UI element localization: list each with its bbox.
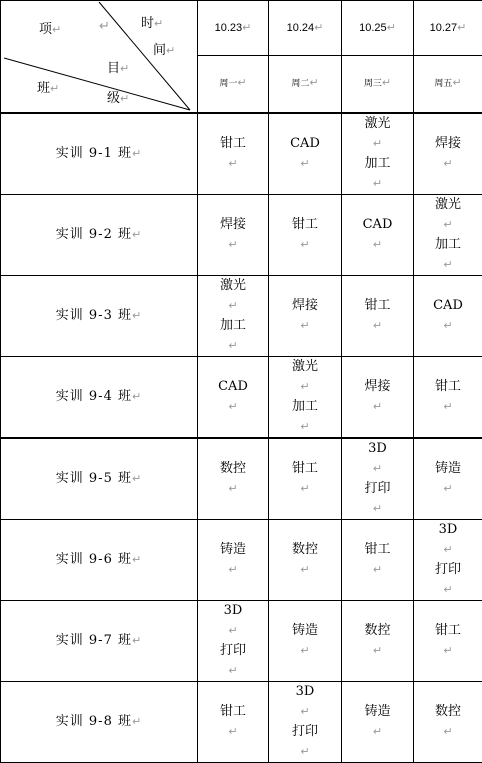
class-row — [1, 600, 482, 681]
class-name-cell: 实训 9-1 班↵ — [1, 113, 198, 195]
corner-label-xiang: 项↵ — [39, 23, 61, 37]
corner-label-ban: 班↵ — [37, 82, 59, 96]
course-cell — [198, 438, 269, 520]
weekday-cell: 周一↵ — [198, 56, 269, 113]
course-cell — [269, 356, 342, 438]
course-cell — [269, 438, 342, 520]
corner-label-mu: 目↵ — [107, 62, 129, 76]
course-text: 激光 ↵ — [414, 195, 482, 235]
class-name-cell: 实训 9-8 班↵ — [1, 681, 198, 762]
course-cell — [269, 600, 342, 681]
course-cell — [414, 519, 482, 600]
course-text: 钳工 ↵ — [269, 459, 341, 499]
course-text: 打印 ↵ — [342, 479, 413, 519]
course-cell — [342, 275, 414, 356]
course-cell — [414, 356, 482, 438]
course-text: 钳工 ↵ — [198, 134, 268, 174]
course-text: 铸造 ↵ — [269, 621, 341, 661]
course-cell — [198, 519, 269, 600]
course-cell — [269, 275, 342, 356]
course-cell — [414, 600, 482, 681]
class-name-cell: 实训 9-6 班↵ — [1, 519, 198, 600]
course-cell — [269, 113, 342, 195]
course-cell — [342, 681, 414, 762]
weekday-cell: 周五↵ — [414, 56, 482, 113]
course-cell — [342, 519, 414, 600]
course-cell — [198, 681, 269, 762]
class-row — [1, 194, 482, 275]
course-text: 铸造 ↵ — [342, 702, 413, 742]
date-row — [1, 1, 482, 56]
corner-mark: ↵ — [99, 20, 110, 34]
course-text: 钳工 ↵ — [198, 702, 268, 742]
course-text: 加工 ↵ — [198, 316, 268, 356]
course-text: 打印 ↵ — [198, 641, 268, 681]
course-cell — [269, 519, 342, 600]
course-text: 激光 ↵ — [198, 276, 268, 316]
course-cell — [414, 438, 482, 520]
course-text: 数控 ↵ — [414, 702, 482, 742]
course-text: 钳工 ↵ — [269, 215, 341, 255]
course-text: 钳工 ↵ — [342, 296, 413, 336]
course-cell — [198, 113, 269, 195]
course-text: 铸造 ↵ — [414, 459, 482, 499]
course-cell — [342, 438, 414, 520]
course-cell — [198, 275, 269, 356]
course-text: 钳工 ↵ — [342, 540, 413, 580]
course-text: 3D ↵ — [414, 520, 482, 560]
course-cell — [198, 356, 269, 438]
class-name-cell: 实训 9-5 班↵ — [1, 438, 198, 520]
course-text: CAD ↵ — [198, 377, 268, 417]
date-cell: 10.23↵ — [198, 1, 269, 56]
class-row — [1, 438, 482, 520]
course-text: 铸造 ↵ — [198, 540, 268, 580]
course-cell — [342, 356, 414, 438]
course-text: 焊接 ↵ — [414, 134, 482, 174]
date-cell: 10.25↵ — [342, 1, 414, 56]
course-text: 焊接 ↵ — [342, 377, 413, 417]
class-row — [1, 681, 482, 762]
class-row — [1, 113, 482, 195]
corner-header-cell — [1, 1, 198, 113]
course-text: CAD ↵ — [269, 134, 341, 174]
course-cell — [198, 600, 269, 681]
class-name-cell: 实训 9-2 班↵ — [1, 194, 198, 275]
class-name-cell: 实训 9-4 班↵ — [1, 356, 198, 438]
class-row — [1, 356, 482, 438]
course-text: CAD ↵ — [414, 296, 482, 336]
weekday-cell: 周三↵ — [342, 56, 414, 113]
class-row — [1, 275, 482, 356]
course-cell — [269, 194, 342, 275]
course-cell — [269, 681, 342, 762]
course-text: 钳工 ↵ — [414, 621, 482, 661]
course-text: 3D ↵ — [269, 682, 341, 722]
course-cell — [342, 194, 414, 275]
course-text: 打印 ↵ — [414, 560, 482, 600]
course-text: 打印 ↵ — [269, 722, 341, 762]
course-text: 数控 ↵ — [198, 459, 268, 499]
course-text: 焊接 ↵ — [269, 296, 341, 336]
course-text: 加工 ↵ — [269, 397, 341, 437]
corner-label-shi: 时↵ — [141, 17, 163, 31]
course-cell — [342, 600, 414, 681]
course-text: 激光 ↵ — [269, 357, 341, 397]
course-cell — [414, 275, 482, 356]
course-text: 数控 ↵ — [269, 540, 341, 580]
course-text: 加工 ↵ — [414, 235, 482, 275]
corner-label-jian: 间↵ — [153, 44, 175, 58]
course-cell — [342, 113, 414, 195]
date-cell: 10.24↵ — [269, 1, 342, 56]
course-text: CAD ↵ — [342, 215, 413, 255]
corner-label-ji: 级↵ — [107, 92, 129, 106]
course-text: 3D ↵ — [198, 601, 268, 641]
course-text: 焊接 ↵ — [198, 215, 268, 255]
course-text: 激光 ↵ — [342, 114, 413, 154]
course-cell — [198, 194, 269, 275]
course-text: 加工 ↵ — [342, 154, 413, 194]
class-row — [1, 519, 482, 600]
class-name-cell: 实训 9-7 班↵ — [1, 600, 198, 681]
weekday-cell: 周二↵ — [269, 56, 342, 113]
course-cell — [414, 194, 482, 275]
course-text: 3D ↵ — [342, 439, 413, 479]
course-cell — [414, 681, 482, 762]
course-text: 钳工 ↵ — [414, 377, 482, 417]
course-cell — [414, 113, 482, 195]
class-name-cell: 实训 9-3 班↵ — [1, 275, 198, 356]
course-text: 数控 ↵ — [342, 621, 413, 661]
date-cell: 10.27↵ — [414, 1, 482, 56]
